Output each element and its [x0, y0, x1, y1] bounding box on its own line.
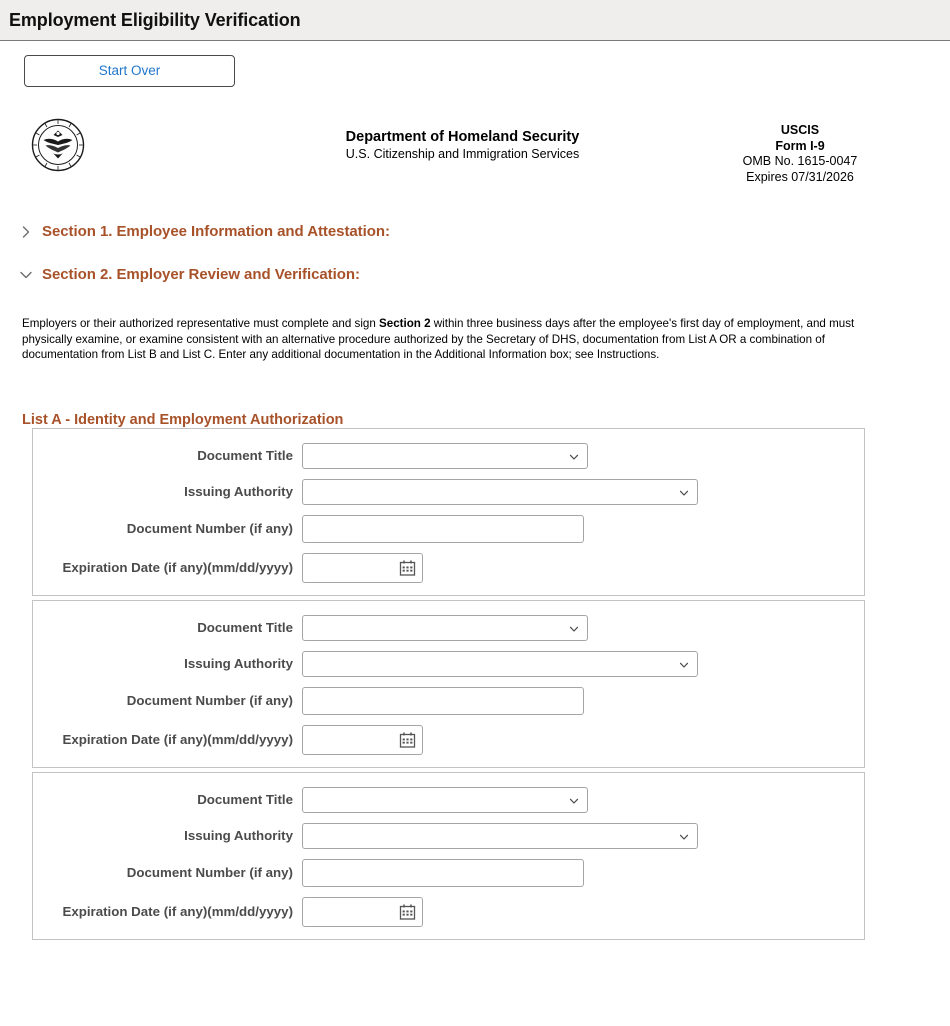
list-a-heading: List A - Identity and Employment Authorization — [22, 411, 344, 428]
expiration-date-input[interactable] — [303, 727, 389, 753]
calendar-icon[interactable] — [399, 559, 416, 576]
document-number-input[interactable] — [302, 687, 584, 715]
document-title-row — [33, 443, 864, 469]
section-1-title: Section 1. Employee Information and Attestation: — [42, 223, 390, 240]
instructions-part-1: Employers or their authorized representative must complete and sign — [22, 317, 380, 330]
issuing-authority-select[interactable] — [302, 823, 698, 849]
document-group — [32, 772, 865, 940]
start-over-button[interactable]: Start Over — [24, 55, 235, 87]
issuing-authority-label: Issuing Authority — [184, 655, 293, 671]
chevron-down-icon — [678, 486, 690, 498]
page-title: Employment Eligibility Verification — [9, 9, 301, 30]
chevron-down-icon — [18, 267, 34, 283]
calendar-icon[interactable] — [399, 731, 416, 748]
document-number-input[interactable] — [302, 859, 584, 887]
uscis-form-info — [720, 123, 880, 185]
form-header — [0, 115, 950, 201]
expiration-date-row — [33, 725, 864, 755]
expiration-date-input[interactable] — [303, 555, 389, 581]
document-title-label: Document Title — [197, 619, 293, 635]
instructions-emphasis: Section 2 — [379, 317, 431, 330]
expiration-date-field — [302, 897, 423, 927]
chevron-down-icon — [568, 450, 580, 462]
chevron-right-icon — [18, 224, 34, 240]
uscis-form-number: Form I-9 — [775, 138, 825, 153]
issuing-authority-row — [33, 479, 864, 505]
document-title-row — [33, 787, 864, 813]
issuing-authority-label: Issuing Authority — [184, 483, 293, 499]
window-titlebar — [0, 0, 950, 41]
document-group — [32, 428, 865, 596]
department-title: Department of Homeland Security — [345, 129, 580, 145]
expiration-date-row — [33, 553, 864, 583]
toolbar — [0, 41, 950, 87]
expiration-date-field — [302, 553, 423, 583]
issuing-authority-row — [33, 823, 864, 849]
document-title-select[interactable] — [302, 787, 588, 813]
document-number-row — [33, 515, 864, 543]
expiration-date-input[interactable] — [303, 899, 389, 925]
instructions-part-2: within three business days after the employee's first day of employment, and must physically examine, or examine consistent with an alternative procedure authorized by the Secretary of DHS, documentation from List A OR a combination of documentation from List B and List C. Enter any additional documentation in the Additional Information box; see Instructions. — [22, 317, 855, 361]
issuing-authority-label: Issuing Authority — [184, 827, 293, 843]
expiration-date-field — [302, 725, 423, 755]
department-subtitle: U.S. Citizenship and Immigration Services — [345, 147, 580, 161]
chevron-down-icon — [678, 658, 690, 670]
document-number-row — [33, 687, 864, 715]
uscis-agency: USCIS — [780, 123, 820, 137]
section-header-employee-information[interactable] — [0, 223, 950, 240]
list-a-document-groups — [0, 428, 950, 940]
document-title-select[interactable] — [302, 443, 588, 469]
document-title-label: Document Title — [197, 791, 293, 807]
section-2-instructions — [22, 316, 884, 363]
issuing-authority-select[interactable] — [302, 651, 698, 677]
document-number-label: Document Number (if any) — [126, 520, 293, 536]
document-title-label: Document Title — [197, 447, 293, 463]
section-2-title: Section 2. Employer Review and Verification: — [42, 266, 360, 283]
calendar-icon[interactable] — [399, 903, 416, 920]
document-number-row — [33, 859, 864, 887]
document-number-label: Document Number (if any) — [126, 692, 293, 708]
document-title-select[interactable] — [302, 615, 588, 641]
document-number-input[interactable] — [302, 515, 584, 543]
document-title-row — [33, 615, 864, 641]
document-number-label: Document Number (if any) — [126, 864, 293, 880]
chevron-down-icon — [568, 622, 580, 634]
chevron-down-icon — [568, 794, 580, 806]
expiration-date-label: Expiration Date (if any)(mm/dd/yyyy) — [62, 731, 293, 747]
document-group — [32, 600, 865, 768]
issuing-authority-select[interactable] — [302, 479, 698, 505]
chevron-down-icon — [678, 830, 690, 842]
expiration-date-row — [33, 897, 864, 927]
expiration-date-label: Expiration Date (if any)(mm/dd/yyyy) — [62, 559, 293, 575]
uscis-expiry: Expires 07/31/2026 — [746, 169, 854, 184]
expiration-date-label: Expiration Date (if any)(mm/dd/yyyy) — [62, 903, 293, 919]
uscis-omb-number: OMB No. 1615-0047 — [742, 154, 858, 168]
section-header-employer-review[interactable] — [0, 266, 950, 283]
issuing-authority-row — [33, 651, 864, 677]
